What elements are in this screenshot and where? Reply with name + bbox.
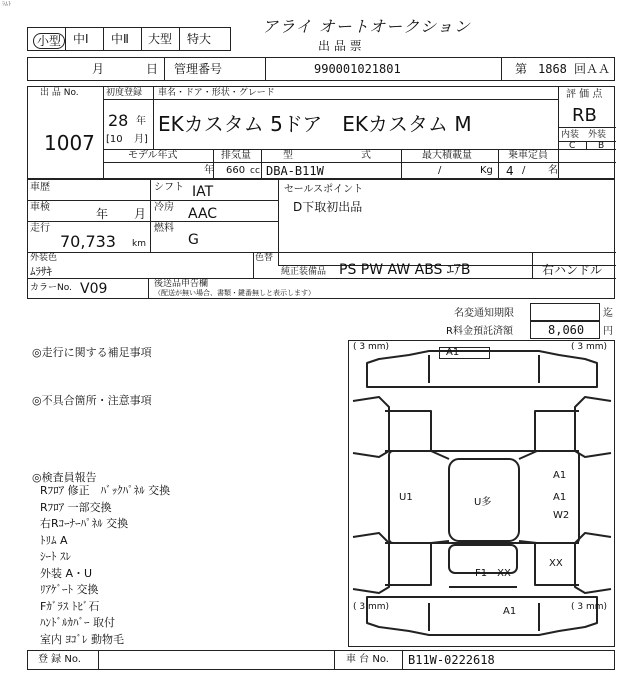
fuel-label: 燃料 bbox=[154, 223, 174, 234]
shift-label: シフト bbox=[154, 182, 184, 193]
defect-notes-label: ◎不具合箇所・注意事項 bbox=[32, 394, 152, 407]
steering-value: 右ハンドル bbox=[542, 263, 603, 277]
mgmt-number: 990001021801 bbox=[314, 62, 401, 76]
reg-month-unit: 月] bbox=[134, 134, 148, 145]
car-outline bbox=[349, 341, 614, 646]
report-line: Fｶﾞﾗｽ ﾄﾋﾞ石 bbox=[40, 600, 100, 613]
capacity-sep: / bbox=[522, 165, 526, 176]
reg-no-label: 登 録 No. bbox=[38, 654, 81, 665]
damage-diagram bbox=[348, 340, 615, 647]
inspection-label: 車検 bbox=[30, 202, 50, 213]
mgmt-label: 管理番号 bbox=[174, 62, 223, 76]
displacement-value: 660 bbox=[226, 165, 246, 176]
model-label: 型 bbox=[283, 150, 293, 161]
rating-value: RB bbox=[572, 105, 597, 126]
vehicle-block bbox=[27, 86, 615, 179]
name-change-label: 名変通知期限 bbox=[454, 308, 514, 319]
recycle-value: 8,060 bbox=[548, 323, 585, 337]
chassis-number: B11W-0222618 bbox=[408, 653, 495, 667]
report-line: ﾊﾝﾄﾞﾙｶﾊﾞｰ 取付 bbox=[40, 616, 115, 629]
first-reg-label: 初度登録 bbox=[106, 88, 143, 98]
max-load-unit: Kg bbox=[480, 165, 493, 176]
name-change-box bbox=[530, 303, 600, 321]
interior-grade: C bbox=[569, 141, 576, 151]
tire-tread-fr: ( 3 mm) bbox=[571, 342, 608, 352]
day-label: 日 bbox=[146, 62, 159, 76]
month-label: 月 bbox=[92, 62, 105, 76]
mark-rear-corner: XX bbox=[549, 558, 563, 569]
header-row bbox=[27, 57, 615, 81]
mark-right-2: A1 bbox=[553, 492, 567, 503]
size-tab-large: 大型 bbox=[148, 32, 173, 46]
corner-mark: ﾗﾑﾄ bbox=[2, 1, 12, 8]
exterior-grade: B bbox=[598, 141, 605, 151]
selling-points: D下取初出品 bbox=[293, 200, 363, 214]
lot-number: 1868 bbox=[538, 62, 567, 76]
color-no-value: V09 bbox=[80, 281, 108, 297]
rating-label: 評 価 点 bbox=[566, 89, 603, 100]
color-change-label: 色替 bbox=[255, 253, 274, 263]
max-load-label: 最大積載量 bbox=[422, 150, 472, 161]
driving-notes-label: ◎走行に関する補足事項 bbox=[32, 346, 152, 359]
mileage-unit: km bbox=[132, 239, 146, 249]
ac-label: 冷房 bbox=[154, 202, 174, 213]
lot-suffix: 回ＡＡ bbox=[574, 62, 611, 76]
model-year-label: モデル年式 bbox=[128, 150, 178, 161]
reg-month: [10 bbox=[106, 134, 123, 145]
model-label-2: 式 bbox=[361, 150, 371, 161]
company-name: アライ オートオークション bbox=[262, 17, 471, 36]
vehicle-name: EKカスタム 5ドア EKカスタム M bbox=[158, 112, 472, 136]
mark-right-1: A1 bbox=[553, 470, 567, 481]
mark-left-door: U1 bbox=[399, 492, 413, 503]
vehicle-name-label: 車名・ドア・形状・グレード bbox=[158, 88, 275, 98]
displacement-unit: cc bbox=[250, 166, 260, 176]
docs-note: （配送が無い場合、書類・鍵番無しと表示します） bbox=[154, 289, 315, 297]
capacity-label: 乗車定員 bbox=[508, 150, 548, 161]
ext-color-value: ﾑﾗｻｷ bbox=[30, 265, 52, 278]
size-tab-xlarge: 特大 bbox=[187, 32, 212, 46]
chassis-label: 車 台 No. bbox=[346, 654, 389, 665]
reg-year-unit: 年 bbox=[136, 116, 146, 127]
lot-prefix: 第 bbox=[515, 62, 528, 76]
equipment-label: 純正装備品 bbox=[281, 267, 327, 277]
exterior-label: 外装 bbox=[588, 130, 607, 140]
mark-rear: F1 XX bbox=[475, 568, 511, 579]
history-label: 車歴 bbox=[30, 182, 50, 193]
size-tab-mid1: 中Ⅰ bbox=[73, 32, 89, 46]
details-block bbox=[27, 179, 615, 299]
mileage-value: 70,733 bbox=[60, 232, 116, 251]
max-load-value: / bbox=[438, 165, 442, 176]
report-line: ﾄﾘﾑ A bbox=[40, 534, 68, 547]
tire-tread-rr: ( 3 mm) bbox=[571, 602, 608, 612]
report-line: ｼｰﾄ ｽﾚ bbox=[40, 550, 71, 563]
recycle-label: R料金預託済額 bbox=[446, 326, 513, 337]
mark-right-3: W2 bbox=[553, 510, 570, 521]
report-line: 室内 ﾖｺﾞﾚ 動物毛 bbox=[40, 633, 124, 646]
docs-label: 後送品申告欄 bbox=[154, 279, 209, 289]
tire-tread-rl: ( 3 mm) bbox=[353, 602, 390, 612]
inspection-month: 月 bbox=[134, 207, 147, 221]
equipment-value: PS PW AW ABS ｴｱB bbox=[339, 262, 471, 278]
report-line: ﾘｱｹﾞｰﾄ 交換 bbox=[40, 583, 99, 596]
tire-tread-fl: ( 3 mm) bbox=[353, 342, 390, 352]
report-line: Rﾌﾛｱ 一部交換 bbox=[40, 501, 112, 514]
mark-roof: U多 bbox=[474, 497, 492, 508]
listing-number: 1007 bbox=[44, 131, 95, 155]
shift-value: IAT bbox=[192, 184, 214, 200]
listing-no-label: 出 品 No. bbox=[40, 88, 79, 98]
size-tab-mid2: 中Ⅱ bbox=[111, 32, 129, 46]
doc-title: 出 品 票 bbox=[318, 39, 362, 53]
capacity-value: 4 bbox=[506, 164, 514, 178]
report-line: Rﾌﾛｱ 修正 ﾊﾞｯｸﾊﾟﾈﾙ 交換 bbox=[40, 484, 171, 497]
mark-top: A1 bbox=[439, 347, 490, 359]
size-tab-small: 小型 bbox=[33, 33, 65, 49]
selling-points-label: セールスポイント bbox=[284, 184, 364, 195]
recycle-unit: 円 bbox=[603, 326, 613, 337]
reg-year: 28 bbox=[108, 111, 129, 130]
name-change-unit: 迄 bbox=[603, 308, 613, 319]
mileage-label: 走行 bbox=[30, 223, 50, 234]
model-code: DBA-B11W bbox=[266, 164, 324, 178]
model-year-unit: 年 bbox=[204, 165, 214, 176]
ext-color-label: 外装色 bbox=[30, 253, 58, 263]
size-tabs bbox=[27, 27, 231, 51]
report-line: 右Rｺｰﾅｰﾊﾟﾈﾙ 交換 bbox=[40, 517, 129, 530]
ac-value: AAC bbox=[188, 206, 218, 222]
color-no-label: カラーNo. bbox=[30, 283, 72, 293]
inspection-year: 年 bbox=[96, 207, 109, 221]
interior-label: 内装 bbox=[561, 130, 580, 140]
inspector-label: ◎検査員報告 bbox=[32, 471, 97, 484]
capacity-unit: 名 bbox=[548, 165, 558, 176]
displacement-label: 排気量 bbox=[221, 150, 251, 161]
mark-bottom: A1 bbox=[503, 606, 517, 617]
fuel-value: G bbox=[188, 232, 199, 248]
footer-row bbox=[27, 650, 615, 670]
report-line: 外装 A・U bbox=[40, 567, 93, 580]
